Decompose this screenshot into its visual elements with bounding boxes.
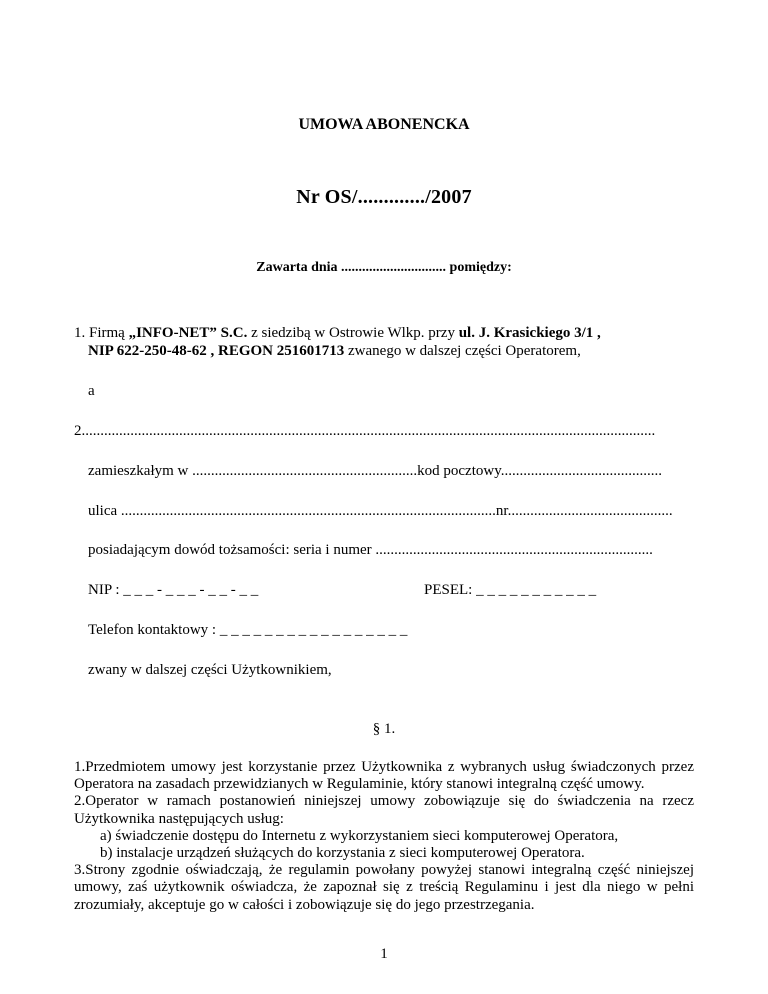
section-item-b: b) instalacje urządzeń służących do korzystania z sieci komputerowej Operatora.	[100, 845, 585, 862]
party1-text1: z siedzibą w Ostrowie Wlkp. przy	[247, 325, 459, 341]
party2-nip-field: NIP : _ _ _ - _ _ _ - _ _ - _ _	[88, 582, 259, 598]
section-paragraph-1: 1.Przedmiotem umowy jest korzystanie przez Użytkownika z wybranych usług świadczonych przez Operatora na zasadach przewidzianych w Regulaminie, który stanowi integralną część umowy.	[74, 759, 694, 793]
party2-street-line: ulica ....................................................................................................nr............................................	[88, 503, 673, 519]
party2-id-document-line: posiadającym dowód tożsamości: seria i numer ..........................................................................	[88, 542, 653, 558]
party2-called-line: zwany w dalszej części Użytkownikiem,	[88, 662, 332, 678]
party1-prefix: 1. Firmą	[74, 325, 129, 341]
concluded-date-line: Zawarta dnia .............................. pomiędzy:	[256, 260, 512, 275]
section-paragraph-3: 3.Strony zgodnie oświadczają, że regulamin powołany powyżej stanowi integralną część niniejszej umowy, zaś użytkownik oświadcza, że zapoznał się z treścią Regulaminu i jest dla niego w pełni zrozumiały, akceptuje go w całości i zobowiązuje się do jego przestrzegania.	[74, 862, 694, 913]
party1-line2	[88, 343, 581, 360]
party1-text2: zwanego w dalszej części Operatorem,	[344, 343, 581, 359]
section-item-a: a) świadczenie dostępu do Internetu z wykorzystaniem sieci komputerowej Operatora,	[100, 827, 619, 844]
conjunction-a: a	[88, 383, 95, 399]
party1-address: ul. J. Krasickiego 3/1 ,	[458, 325, 601, 341]
section-heading: § 1.	[372, 721, 396, 737]
section-body	[74, 759, 694, 914]
party1-nip: NIP 622-250-48-62 ,	[88, 343, 215, 359]
party1-regon: REGON 251601713	[218, 343, 345, 359]
contract-number: Nr OS/............./2007	[296, 186, 472, 208]
page-number: 1	[380, 946, 388, 962]
party2-name-line: 2.........................................................................................................................................................	[74, 423, 656, 439]
document-title: UMOWA ABONENCKA	[298, 116, 470, 133]
party2-pesel-field: PESEL: _ _ _ _ _ _ _ _ _ _ _	[424, 582, 597, 598]
party1-company: „INFO-NET” S.C.	[128, 325, 248, 341]
section-paragraph-2: 2.Operator w ramach postanowień niniejszej umowy zobowiązuje się do świadczenia na rzecz Użytkownika następujących usług:	[74, 793, 694, 827]
party2-residence-line: zamieszkałym w ............................................................kod pocztowy...........................................	[88, 463, 662, 479]
party1-line1	[74, 325, 601, 342]
party2-phone-field: Telefon kontaktowy : _ _ _ _ _ _ _ _ _ _ _ _ _ _ _ _ _	[88, 622, 408, 638]
